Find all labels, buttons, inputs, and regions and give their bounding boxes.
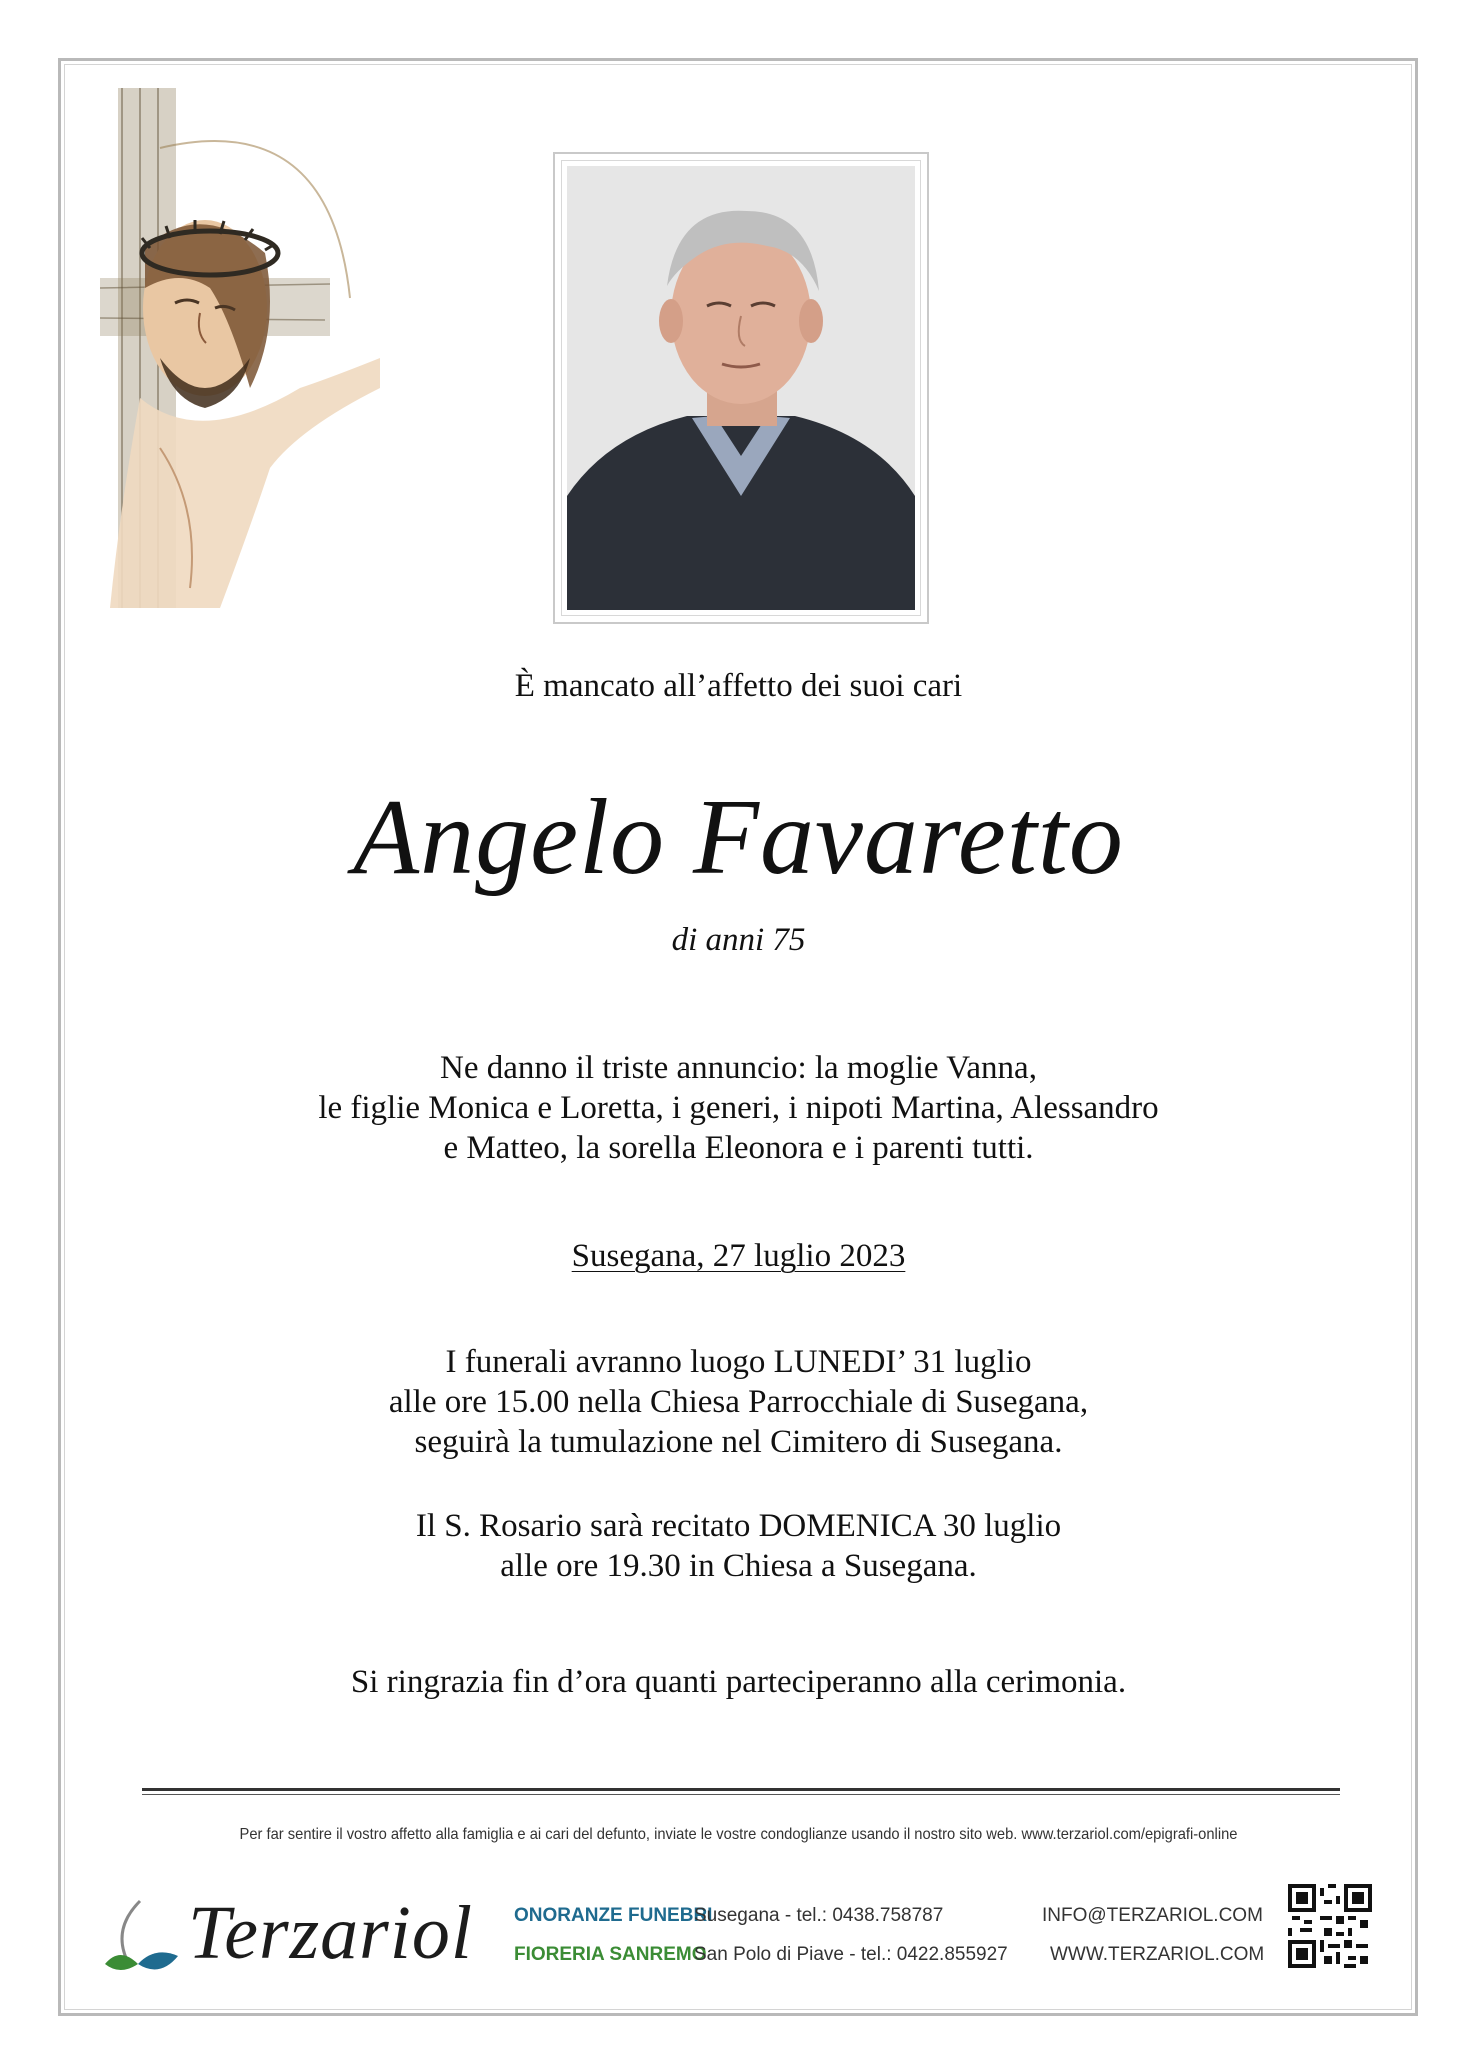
- deceased-age: di anni 75: [671, 922, 806, 958]
- funeral-line: seguirà la tumulazione nel Cimitero di Susegana.: [414, 1424, 1063, 1460]
- funeral-line: I funerali avranno luogo LUNEDI’ 31 luglio: [445, 1344, 1032, 1380]
- contact-san-polo: San Polo di Piave - tel.: 0422.855927: [694, 1944, 1008, 1965]
- rosary-line: alle ore 19.30 in Chiesa a Susegana.: [500, 1548, 977, 1584]
- terzariol-logo[interactable]: [100, 1882, 500, 1992]
- funeral-block: [0, 1342, 1477, 1462]
- brand-onoranze: ONORANZE FUNEBRI: [514, 1905, 713, 1926]
- contact-susegana: Susegana - tel.: 0438.758787: [694, 1905, 944, 1926]
- condolence-note: Per far sentire il vostro affetto alla famiglia e ai cari del defunto, inviate le vostre condoglianze usando il nostro sito web. www.terzariol.com/epigrafi-online: [239, 1826, 1238, 1843]
- announcement-block: [0, 1048, 1477, 1168]
- announcement-line: le figlie Monica e Loretta, i generi, i nipoti Martina, Alessandro: [318, 1090, 1159, 1126]
- thanks-text: Si ringrazia fin d’ora quanti parteciperanno alla cerimonia.: [350, 1664, 1127, 1700]
- funeral-line: alle ore 15.00 nella Chiesa Parrocchiale di Susegana,: [388, 1384, 1089, 1420]
- portrait-frame: [553, 152, 929, 624]
- leaf-logo-icon: [100, 1886, 190, 1986]
- place-date: [0, 1238, 1477, 1275]
- divider: [142, 1794, 1340, 1795]
- rosary-line: Il S. Rosario sarà recitato DOMENICA 30 luglio: [415, 1508, 1062, 1544]
- intro-text: È mancato all’affetto dei suoi cari: [514, 668, 963, 704]
- brand-fioreria: FIORERIA SANREMO: [514, 1944, 707, 1965]
- website-link[interactable]: WWW.TERZARIOL.COM: [1050, 1944, 1265, 1965]
- logo-text: Terzariol: [188, 1891, 473, 1975]
- place-date-text: Susegana, 27 luglio 2023: [571, 1238, 906, 1274]
- rosary-block: [0, 1506, 1477, 1586]
- announcement-line: e Matteo, la sorella Eleonora e i parenti tutti.: [443, 1130, 1034, 1166]
- announcement-line: Ne danno il triste annuncio: la moglie Vanna,: [440, 1050, 1037, 1086]
- portrait-photo: [567, 166, 915, 610]
- divider: [142, 1788, 1340, 1791]
- qr-code-icon[interactable]: [1288, 1884, 1372, 1968]
- crucifix-illustration: [100, 88, 390, 608]
- deceased-name: Angelo Favaretto: [353, 778, 1124, 897]
- email-link[interactable]: INFO@TERZARIOL.COM: [1042, 1905, 1263, 1926]
